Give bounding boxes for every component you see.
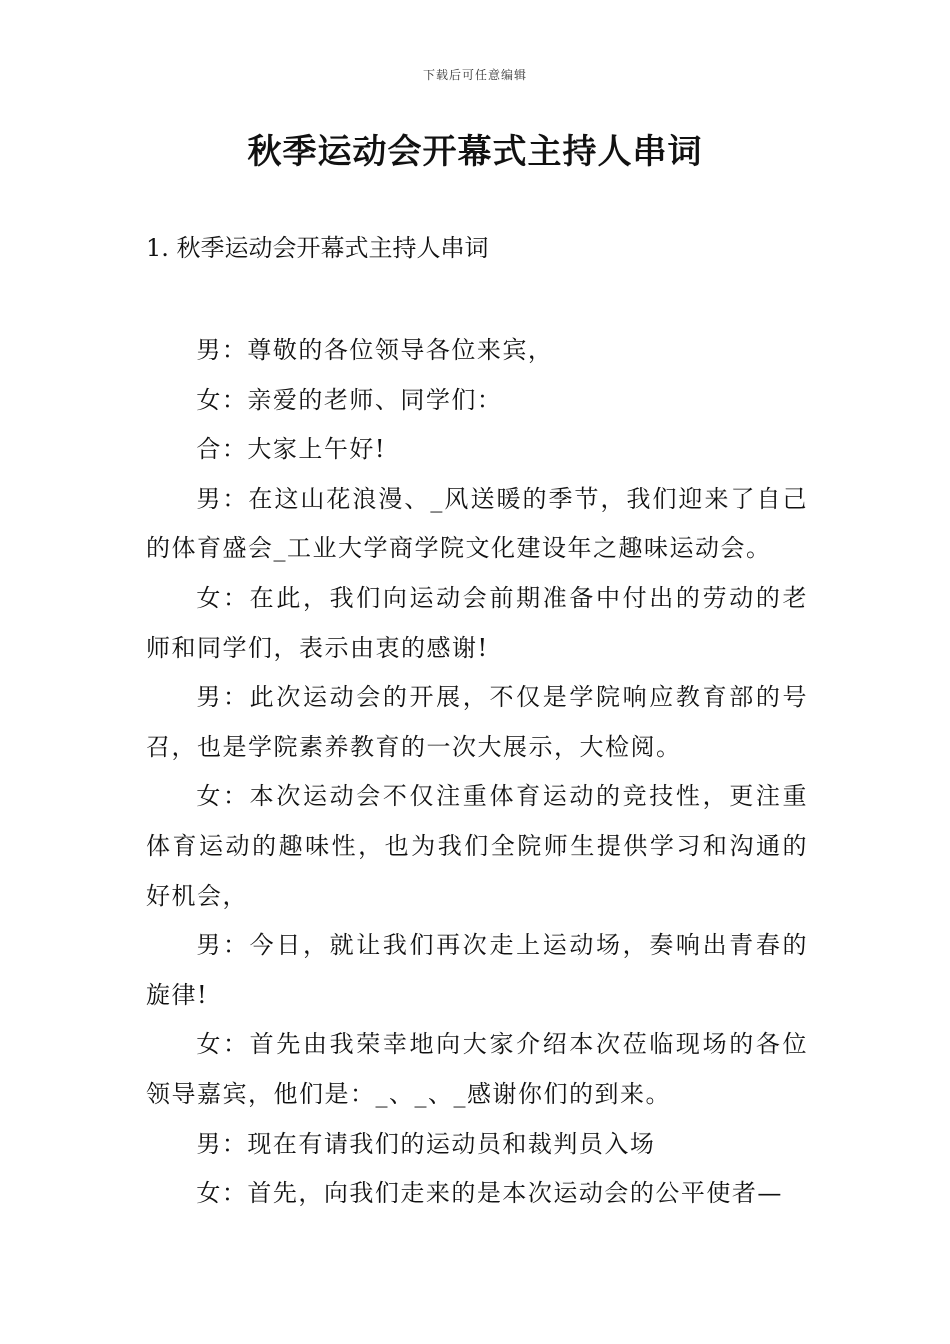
paragraph: 女：首先，向我们走来的是本次运动会的公平使者— [196, 1179, 783, 1208]
body-text [146, 326, 808, 1219]
header-note: 下载后可任意编辑 [422, 68, 527, 82]
paragraph: 男：在这山花浪漫、_风送暖的季节，我们迎来了自己的体育盛会_工业大学商学院文化建设年之趣味运动会。 [146, 484, 808, 563]
paragraph: 男：尊敬的各位领导各位来宾， [196, 336, 554, 364]
paragraph: 女：本次运动会不仅注重体育运动的竞技性，更注重体育运动的趣味性，也为我们全院师生提供学习和沟通的好机会， [146, 782, 808, 910]
paragraph: 男：此次运动会的开展，不仅是学院响应教育部的号召，也是学院素养教育的一次大展示，大检阅。 [146, 683, 808, 761]
paragraph: 男：今日，就让我们再次走上运动场，奏响出青春的旋律! [146, 931, 808, 1009]
paragraph: 女：首先由我荣幸地向大家介绍本次莅临现场的各位领导嘉宾，他们是：_、_、_感谢你们的到来。 [146, 1030, 808, 1108]
document-title: 秋季运动会开幕式主持人串词 [247, 132, 703, 172]
paragraph: 男：现在有请我们的运动员和裁判员入场 [196, 1129, 656, 1158]
paragraph: 女：亲爱的老师、同学们： [196, 385, 503, 414]
paragraph: 合：大家上午好! [196, 435, 387, 464]
section-heading: 1. 秋季运动会开幕式主持人串词 [146, 234, 489, 262]
paragraph: 女：在此，我们向运动会前期准备中付出的劳动的老师和同学们，表示由衷的感谢! [146, 583, 808, 662]
